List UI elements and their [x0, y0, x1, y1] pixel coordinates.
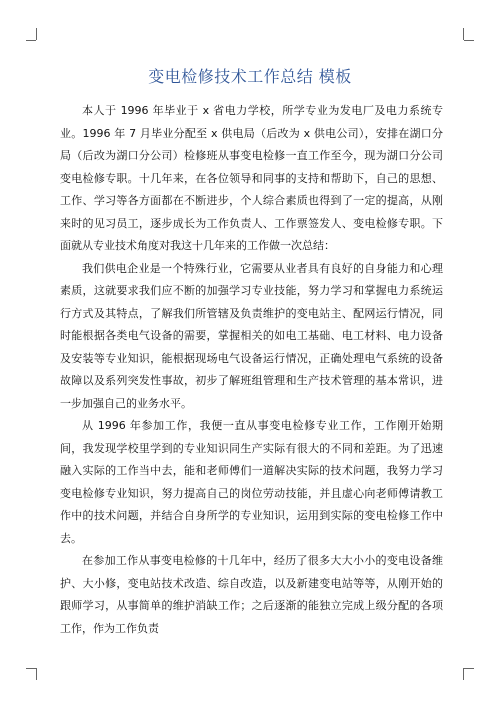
body-paragraph: 我们供电企业是一个特殊行业，它需要从业者具有良好的自身能力和心理素质，这就要求我们应不断的加强学习专业技能，努力学习和掌握电力系统运行方式及其特点，了解我们所管辖及负责维护的变电站主、配网运行情况，同时能根据各类电气设备的需要，掌握相关的如电工基础、电工材料、电力设备及安装等专业知识，能根据现场电气设备运行情况，正确处理电气系统的设备故障以及系列突发性事故，初步了解班组管理和生产技术管理的基本常识，进一步加强自己的业务水平。: [60, 261, 443, 410]
body-paragraph: 从 1996 年参加工作，我便一直从事变电检修专业工作，工作刚开始期间，我发现学校里学到的专业知识同生产实际有很大的不同和差距。为了迅速融入实际的工作当中去，能和老师傅们一道解决实际的技术问题，我努力学习变电检修专业知识，努力提高自己的岗位劳动技能，并且虚心向老师傅请教工作中的技术问题，并结合自身所学的专业知识，运用到实际的变电检修工作中去。: [60, 419, 443, 545]
body-paragraph: 在参加工作从事变电检修的十几年中，经历了很多大大小小的变电设备维护、大小修，变电站技术改造、综自改造，以及新建变电站等等，从刚开始的跟师学习，从事简单的维护消缺工作；之后逐渐的能独立完成上级分配的各项工作，作为工作负责: [60, 554, 443, 635]
body-paragraph: 本人于 1996 年毕业于 x 省电力学校，所学专业为发电厂及电力系统专业。1996 年 7 月毕业分配至 x 供电局（后改为 x 供电公司），安排在湖口分局（后改为湖口分公司）检修班从事变电检修一直工作至今，现为湖口分公司变电检修专职。十几年来，在各位领导和同事的支持和帮助下，自己的思想、工作、学习等各方面都在不断进步，个人综合素质也得到了一定的提高，从刚来时的见习员工，逐步成长为工作负责人、工作票签发人、变电检修专职。下面就从专业技术角度对我这十几年来的工作做一次总结：: [60, 104, 443, 252]
page-title: 变电检修技术工作总结 模板: [148, 67, 352, 86]
document-body: [60, 100, 443, 640]
